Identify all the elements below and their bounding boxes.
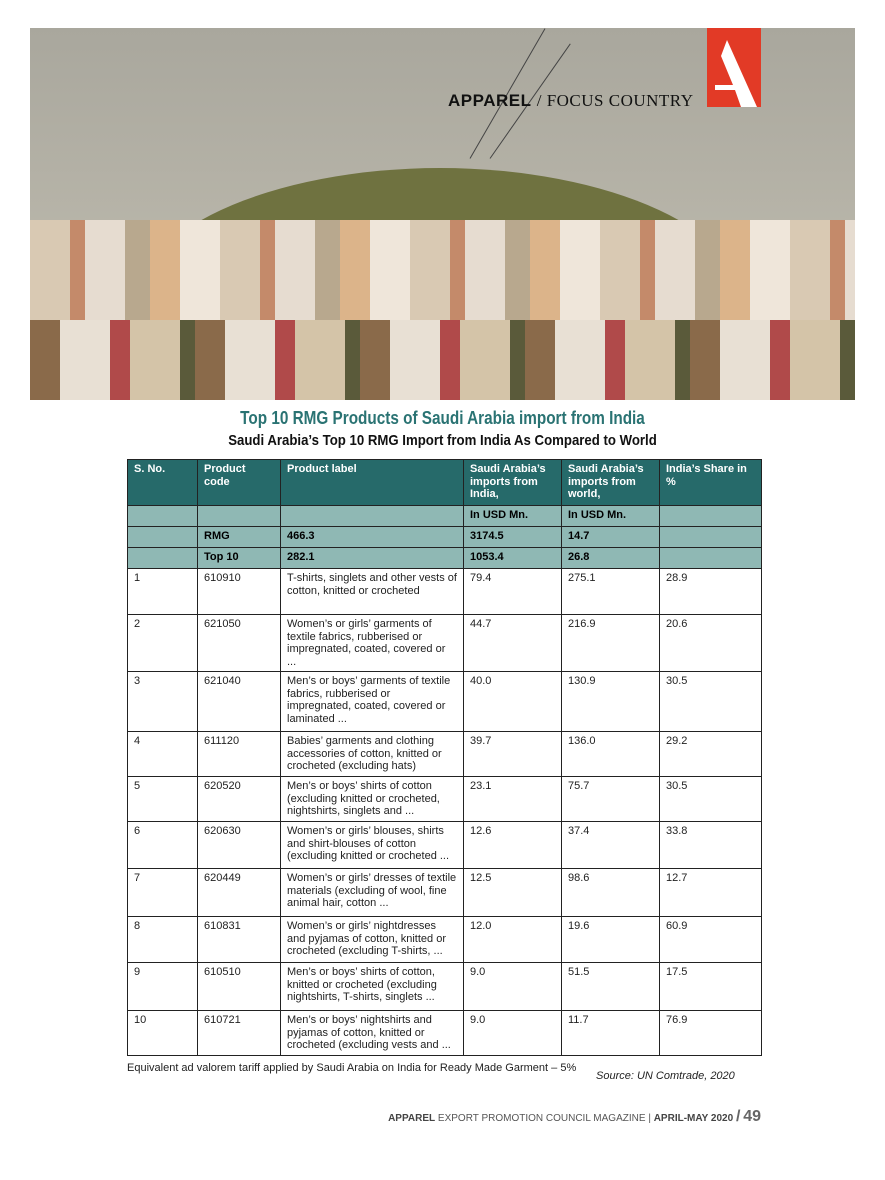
table-cell: 33.8 [660, 822, 762, 869]
table-row [128, 569, 762, 615]
tariff-note: Equivalent ad valorem tariff applied by Saudi Arabia on India for Ready Made Garment – 5% [127, 1062, 577, 1074]
table-row [128, 917, 762, 963]
table-cell [128, 548, 198, 569]
table-cell: 30.5 [660, 777, 762, 822]
table-cell: 29.2 [660, 732, 762, 777]
table-cell: Babies’ garments and clothing accessories of cotton, knitted or crocheted (excluding hats) [281, 732, 464, 777]
table-cell: 610831 [198, 917, 281, 963]
table-cell: 5 [128, 777, 198, 822]
table-cell: 39.7 [464, 732, 562, 777]
table-cell: Women’s or girls’ nightdresses and pyjamas of cotton, knitted or crocheted (excluding T-shirts, ... [281, 917, 464, 963]
table-cell [198, 506, 281, 527]
table-row [128, 1011, 762, 1056]
table-cell: 20.6 [660, 615, 762, 672]
table-row [128, 732, 762, 777]
table-cell [128, 506, 198, 527]
table-cell: 51.5 [562, 963, 660, 1011]
table-cell: 2 [128, 615, 198, 672]
summary-row [128, 506, 762, 527]
table-cell: 3174.5 [464, 527, 562, 548]
table-cell: 282.1 [281, 548, 464, 569]
table-cell: 40.0 [464, 672, 562, 732]
column-header: India’s Share in % [660, 460, 762, 506]
table-cell: 620449 [198, 869, 281, 917]
table-cell: 216.9 [562, 615, 660, 672]
table-header-row [128, 460, 762, 506]
table-cell: 610510 [198, 963, 281, 1011]
table-cell: 3 [128, 672, 198, 732]
table-cell: In USD Mn. [562, 506, 660, 527]
table-cell: 30.5 [660, 672, 762, 732]
column-header: Product label [281, 460, 464, 506]
table-row [128, 822, 762, 869]
table-cell: Men’s or boys’ shirts of cotton (excluding knitted or crocheted, nightshirts, singlets and ... [281, 777, 464, 822]
table-cell: 14.7 [562, 527, 660, 548]
table-subtitle: Saudi Arabia’s Top 10 RMG Import from India As Compared to World [228, 432, 657, 449]
table-cell: 10 [128, 1011, 198, 1056]
table-cell: 60.9 [660, 917, 762, 963]
table-cell: 620630 [198, 822, 281, 869]
table-cell [660, 527, 762, 548]
table-cell: 37.4 [562, 822, 660, 869]
table-cell: 611120 [198, 732, 281, 777]
table-cell: 466.3 [281, 527, 464, 548]
footer-separator: | [648, 1113, 651, 1124]
table-cell: 75.7 [562, 777, 660, 822]
town-foreground [30, 320, 855, 400]
table-row [128, 777, 762, 822]
column-header: Saudi Arabia’s imports from world, [562, 460, 660, 506]
section-label [448, 91, 693, 111]
table-cell: 23.1 [464, 777, 562, 822]
table-cell: 12.5 [464, 869, 562, 917]
table-cell: 1 [128, 569, 198, 615]
table-row [128, 869, 762, 917]
table-cell [128, 527, 198, 548]
table-cell [660, 548, 762, 569]
column-header: Saudi Arabia’s imports from India, [464, 460, 562, 506]
table-row [128, 672, 762, 732]
table-title: Top 10 RMG Products of Saudi Arabia import from India [240, 408, 645, 428]
table-cell: 621050 [198, 615, 281, 672]
table-cell: 4 [128, 732, 198, 777]
table-cell: 130.9 [562, 672, 660, 732]
table-cell: 12.6 [464, 822, 562, 869]
table-cell [660, 506, 762, 527]
table-cell: 26.8 [562, 548, 660, 569]
table-cell: Top 10 [198, 548, 281, 569]
table-cell: 9.0 [464, 963, 562, 1011]
table-cell: 11.7 [562, 1011, 660, 1056]
footer-brand: APPAREL [388, 1113, 436, 1124]
summary-row [128, 527, 762, 548]
table-row [128, 963, 762, 1011]
table-cell: 79.4 [464, 569, 562, 615]
table-cell: 136.0 [562, 732, 660, 777]
page-footer [388, 1108, 761, 1126]
table-cell: 7 [128, 869, 198, 917]
table-cell: T-shirts, singlets and other vests of cotton, knitted or crocheted [281, 569, 464, 615]
table-cell: 12.0 [464, 917, 562, 963]
table-cell: Men’s or boys’ shirts of cotton, knitted or crocheted (excluding nightshirts, T-shirts, singlets ... [281, 963, 464, 1011]
table-cell: 44.7 [464, 615, 562, 672]
table-cell: 6 [128, 822, 198, 869]
table-cell: 621040 [198, 672, 281, 732]
table-cell [281, 506, 464, 527]
table-cell: 9 [128, 963, 198, 1011]
table-cell: 620520 [198, 777, 281, 822]
section-name: APPAREL [448, 91, 532, 110]
footer-magazine: EXPORT PROMOTION COUNCIL MAGAZINE [437, 1113, 646, 1124]
table-cell: 17.5 [660, 963, 762, 1011]
table-cell: 275.1 [562, 569, 660, 615]
table-cell: Women’s or girls’ blouses, shirts and shirt-blouses of cotton (excluding knitted or crocheted ... [281, 822, 464, 869]
summary-row [128, 548, 762, 569]
table-cell: Women’s or girls’ dresses of textile materials (excluding of wool, fine animal hair, cotton ... [281, 869, 464, 917]
table-cell: 28.9 [660, 569, 762, 615]
table-cell: 610721 [198, 1011, 281, 1056]
footer-slash: / [735, 1108, 741, 1125]
table-cell: 9.0 [464, 1011, 562, 1056]
table-row [128, 615, 762, 672]
imports-table [127, 459, 762, 1056]
table-cell: 76.9 [660, 1011, 762, 1056]
table-cell: 98.6 [562, 869, 660, 917]
magazine-logo [707, 28, 761, 107]
table-cell: 1053.4 [464, 548, 562, 569]
table-cell: 610910 [198, 569, 281, 615]
source-note: Source: UN Comtrade, 2020 [596, 1070, 735, 1082]
table-cell: 8 [128, 917, 198, 963]
table-cell: Women’s or girls’ garments of textile fabrics, rubberised or impregnated, coated, covered or ... [281, 615, 464, 672]
footer-issue: APRIL-MAY 2020 [653, 1113, 734, 1124]
table-cell: Men’s or boys’ garments of textile fabrics, rubberised or impregnated, coated, covered or laminated ... [281, 672, 464, 732]
column-header: S. No. [128, 460, 198, 506]
table-cell: Men’s or boys’ nightshirts and pyjamas of cotton, knitted or crocheted (excluding vests and ... [281, 1011, 464, 1056]
page-number: 49 [743, 1108, 761, 1125]
table-cell: In USD Mn. [464, 506, 562, 527]
table-cell: 19.6 [562, 917, 660, 963]
column-header: Product code [198, 460, 281, 506]
table-cell: 12.7 [660, 869, 762, 917]
table-cell: RMG [198, 527, 281, 548]
subsection-name: / FOCUS COUNTRY [536, 91, 694, 110]
